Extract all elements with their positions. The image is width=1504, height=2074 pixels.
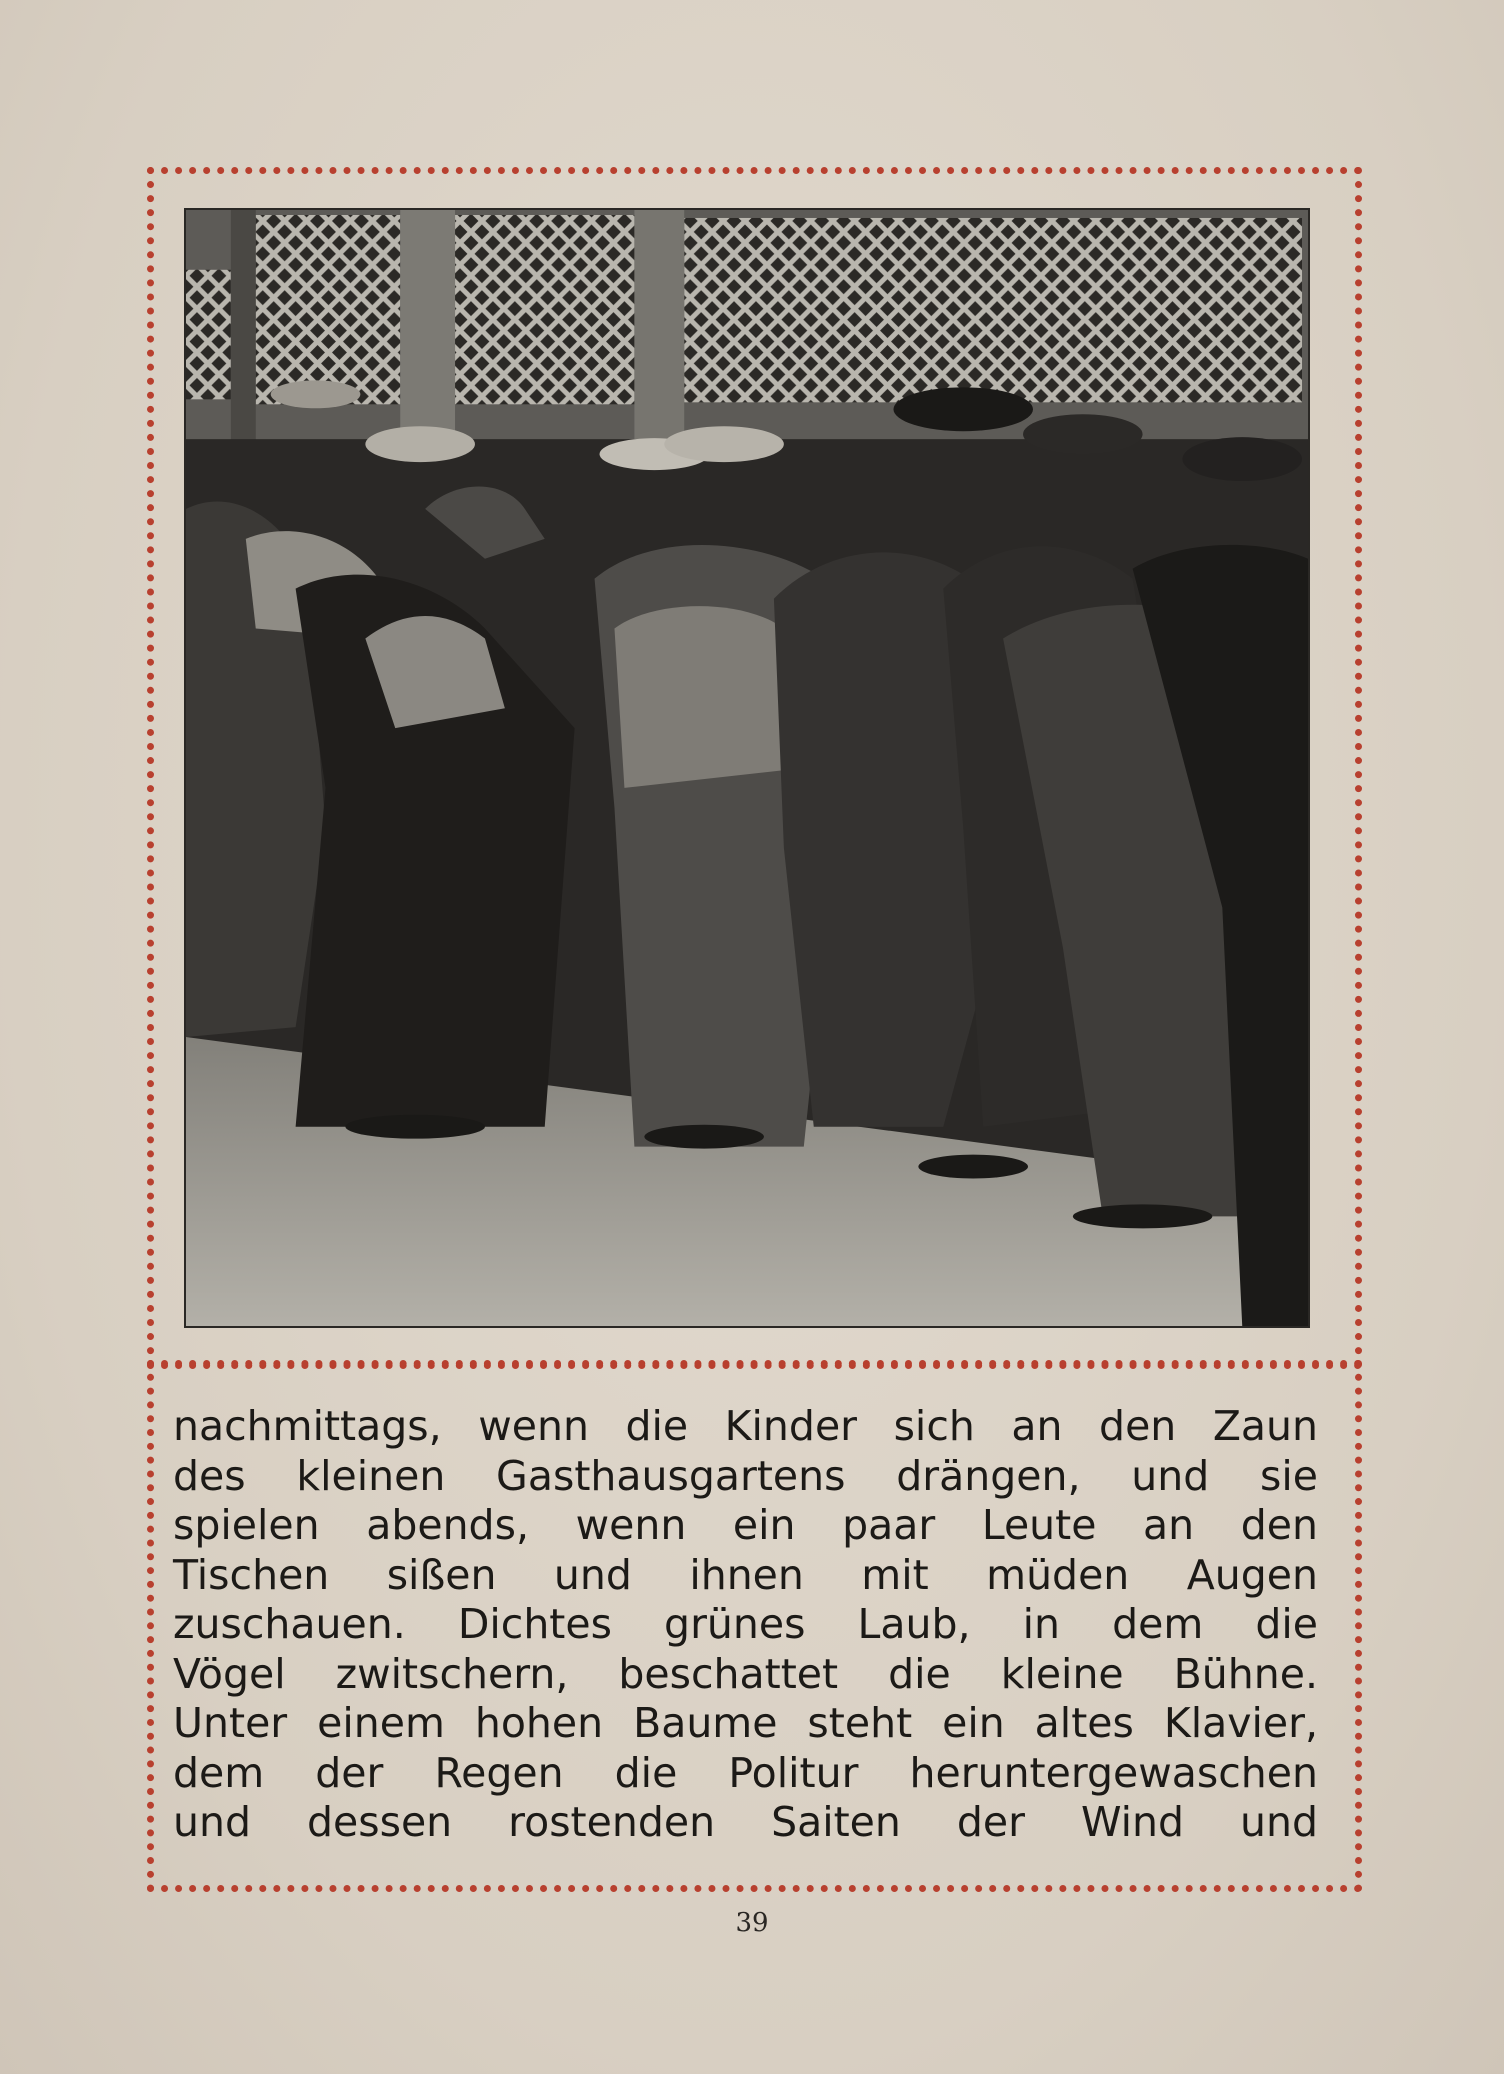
body-text [173,1402,1318,1848]
body-line: dem der Regen die Politur heruntergewaschen [173,1748,1318,1797]
crowd-photograph-drawing [186,210,1308,1326]
body-line: des kleinen Gasthausgartens drängen, und sie [173,1451,1318,1500]
body-line: Vögel zwitschern, beschattet die kleine Bühne. [173,1649,1318,1698]
body-line: und dessen rostenden Saiten der Wind und [173,1798,1318,1846]
crowd-photograph [184,208,1310,1328]
body-line: Tischen sißen und ihnen mit müden Augen [173,1550,1318,1599]
body-line: nachmittags, wenn die Kinder sich an den Zaun [173,1402,1318,1450]
body-line: spielen abends, wenn ein paar Leute an den [173,1501,1318,1549]
page-number: 39 [735,1908,769,1938]
body-line: Unter einem hohen Baume steht ein altes Klavier, [173,1699,1318,1747]
body-line: zuschauen. Dichtes grünes Laub, in dem die [173,1600,1318,1648]
